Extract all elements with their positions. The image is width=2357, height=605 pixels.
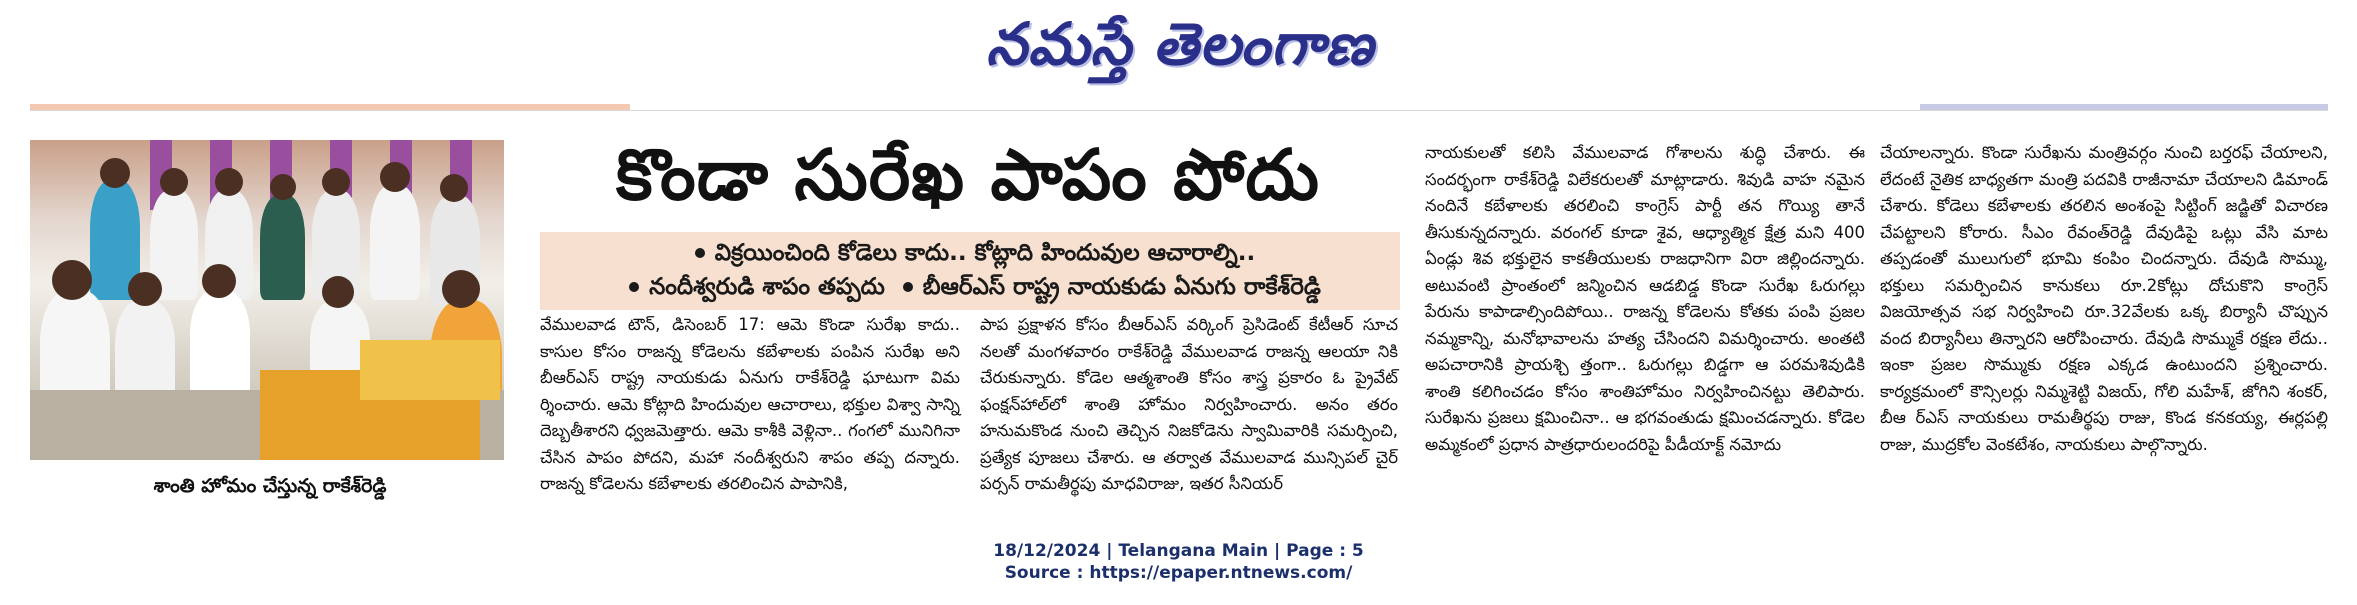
subhead-line-1 [540, 236, 1400, 270]
article-column-2 [980, 312, 1398, 498]
newspaper-logo: నమస్తే తెలంగాణ [986, 10, 1374, 78]
header-divider [30, 110, 2328, 111]
bullet-icon [695, 248, 705, 258]
subhead-box [540, 232, 1400, 310]
photo-caption: శాంతి హోమం చేస్తున్న రాకేశ్‌రెడ్డి [153, 475, 387, 497]
column-text: చేయాలన్నారు. కొండా సురేఖను మంత్రివర్గం నుంచి బర్తరఫ్‌ చేయాలని, లేదంటే నైతిక బాధ్యతగా మంత్రి పదవికి రాజీనామా చేయాలని డిమాండ్‌ చేశారు. కోడెలు కబేళాలకు తరలిన అంశంపై సిట్టింగ్‌ జడ్జితో విచారణ చేపట్టాలని కోరారు. సీఎం రేవంత్‌రెడ్డి దేవుడిపై ఒట్లు వేసి మాట తప్పడంతో ములుగులో భూమి కంపిం చిందన్నారు. దేవుడి సొమ్ము, భక్తులు సమర్పించిన కానుకలు రూ.2కోట్లు దోచుకొని కాంగ్రెస్‌ విజయోత్సవ సభ నిర్వహించి రూ.32వేలకు ఒక్క బిర్యానీ చొప్పున వంద బిర్యానీలు తిన్నారని ఆరోపించారు. దేవుడి సొమ్ముకే రక్షణ లేదు.. ఇంకా ప్రజల సొమ్ముకు రక్షణ ఎక్కడ ఉంటుందని ప్రశ్నించారు. కార్యక్రమంలో కౌన్సిలర్లు నిమ్మశెట్టి విజయ్‌, గోలి మహేశ్‌, జోగిని శంకర్‌, బీఆ ర్‌ఎస్‌ నాయకులు రామతీర్థపు రాజు, కొండ కనకయ్య, ఈర్లపల్లి రాజు, ముద్రకోల వెంకటేశం, నాయకులు పాల్గొన్నారు. [1880, 143, 2328, 454]
subhead-text-3: బీఆర్‌ఎస్‌ రాష్ట్ర నాయకుడు ఏనుగు రాకేశ్‌రెడ్డి [922, 274, 1321, 300]
footer-edition-line: 18/12/2024 | Telangana Main | Page : 5 [993, 541, 1364, 561]
article-headline: కొండా సురేఖ పాపం పోదు [616, 134, 1320, 216]
news-photo [30, 140, 504, 460]
column-text: వేములవాడ టౌన్‌, డిసెంబర్‌ 17: ఆమె కొండా సురేఖ కాదు.. కాసుల కోసం రాజన్న కోడెలను కబేళాలకు పంపిన సురేఖ అని బీఆర్‌ఎస్‌ రాష్ట్ర నాయకుడు ఏనుగు రాకేశ్‌రెడ్డి ఘాటుగా విమ ర్శించారు. ఆమె కోట్లాది హిందువుల ఆచారాలు, భక్తుల విశ్వా సాన్ని దెబ్బతీశారని ధ్వజమెత్తారు. ఆమె కాశీకి వెళ్లినా.. గంగలో మునిగినా చేసిన పాపం పోదని, మహా నందీశ్వరుని శాపం తప్ప దన్నారు. రాజన్న కోడెలను కబేళాలకు తరలించిన పాపానికి, [540, 315, 960, 493]
page-footer [0, 540, 2357, 584]
subhead-text-1: విక్రయించింది కోడెలు కాదు.. కోట్లాది హిందువుల ఆచారాల్ని.. [714, 240, 1256, 266]
bullet-icon [629, 282, 639, 292]
footer-source-line: Source : https://epaper.ntnews.com/ [1004, 563, 1353, 583]
article-column-3 [1425, 140, 1865, 458]
bullet-icon [903, 282, 913, 292]
subhead-line-2 [540, 270, 1400, 304]
column-text: పాప ప్రక్షాళన కోసం బీఆర్‌ఎస్‌ వర్కింగ్‌ ప్రెసిడెంట్‌ కేటీఆర్‌ సూచ నలతో మంగళవారం రాకేశ్‌రెడ్డి వేములవాడ రాజన్న ఆలయా నికి చేరుకున్నారు. కోడెల ఆత్మశాంతి కోసం శాస్త్ర ప్రకారం ఓ ప్రైవేట్‌ ఫంక్షన్‌హాల్‌లో శాంతి హోమం నిర్వహించారు. అనం తరం హనుమకొండ నుంచి తెచ్చిన నిజకోడెను స్వామివారికి సమర్పించి, ప్రత్యేక పూజలు చేశారు. ఆ తర్వాత వేములవాడ మున్సిపల్‌ చైర్‌ పర్సన్‌ రామతీర్థపు మాధవిరాజు, ఇతర సీనియర్‌ [980, 315, 1398, 493]
column-text: నాయకులతో కలిసి వేములవాడ గోశాలను శుద్ధి చేశారు. ఈ సందర్భంగా రాకేశ్‌రెడ్డి విలేకరులతో మాట్లాడారు. శివుడి వాహ నమైన నందినే కబేళాలకు తరలించి కాంగ్రెస్‌ పార్టీ తన గొయ్యి తానే తీసుకున్నదన్నారు. వరంగల్‌ కూడా శైవ, ఆధ్యాత్మిక క్షేత్ర మని 400 ఏండ్లు శివ భక్తులైన కాకతీయులకు రాజధానిగా విరా జిల్లిందన్నారు. అటువంటి ప్రాంతంలో జన్మించిన ఆడబిడ్డ కొండా సురేఖ ఓరుగల్లు పేరును కాపాడాల్సిందిపోయి.. రాజన్న కోడెలను కోతకు పంపి ప్రజల నమ్మకాన్ని, మనోభావాలను హత్య చేసిందని విమర్శించారు. అంతటి అపచారానికి ప్రాయశ్చి త్తంగా.. ఓరుగల్లు బిడ్డగా ఆ పరమశివుడికి శాంతి కలిగించడం కోసం శాంతిహోమం నిర్వహించినట్టు తెలిపారు. సురేఖను ప్రజలు క్షమించినా.. ఆ భగవంతుడు క్షమించడన్నారు. కోడెల అమ్మకంలో ప్రధాన పాత్రధారులందరిపై పీడీయాక్ట్‌ నమోదు [1425, 143, 1865, 454]
article-column-4 [1880, 140, 2328, 458]
article-column-1 [540, 312, 960, 498]
masthead [0, 0, 2357, 100]
subhead-text-2: నందీశ్వరుడి శాపం తప్పదు [649, 274, 885, 300]
